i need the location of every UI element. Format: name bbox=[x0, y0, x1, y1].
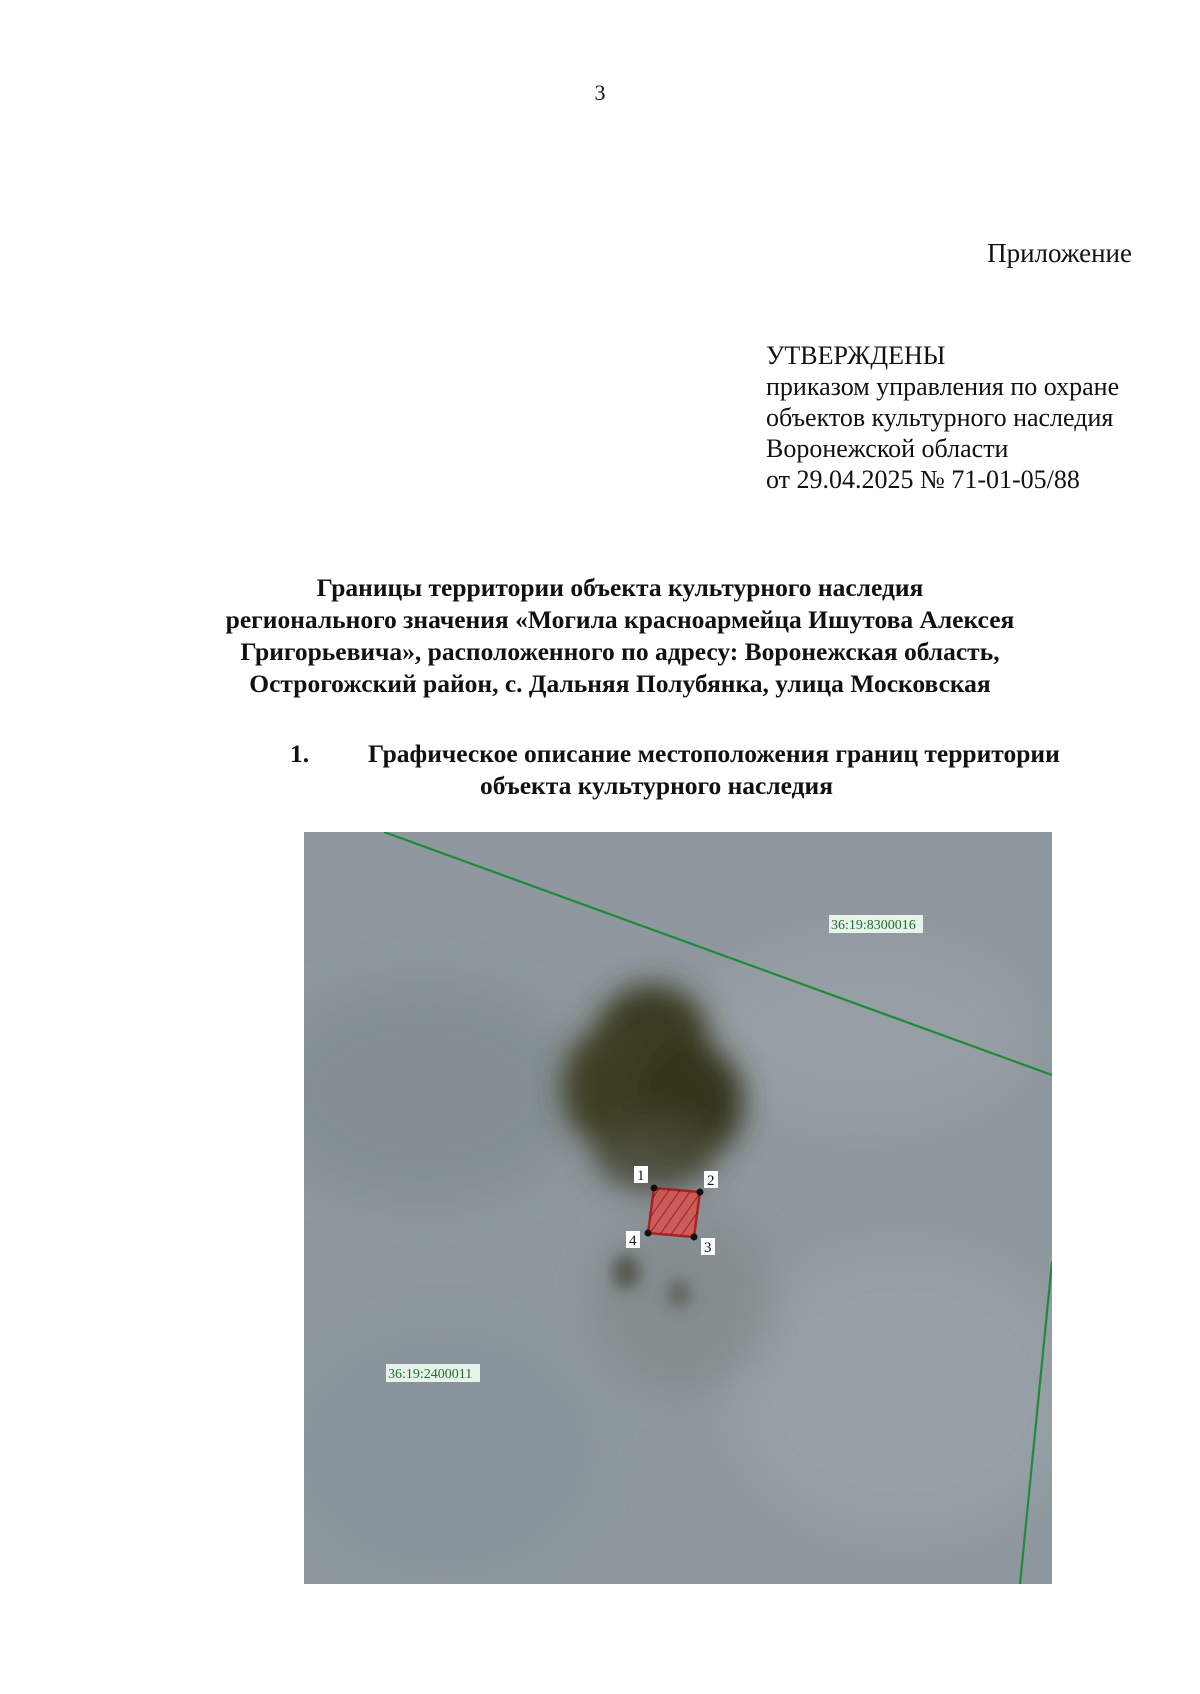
point-label bbox=[634, 1166, 648, 1184]
boundary-point bbox=[697, 1189, 704, 1196]
section-title-line: объекта культурного наследия bbox=[480, 771, 834, 800]
territory-hatching bbox=[648, 1188, 700, 1237]
point-label bbox=[704, 1171, 718, 1189]
point-label bbox=[626, 1231, 640, 1249]
section-number: 1. bbox=[290, 739, 310, 768]
point-label bbox=[701, 1238, 715, 1256]
approval-block bbox=[766, 340, 1119, 495]
title-line: Острогожский район, с. Дальняя Полубянка, улица Московская bbox=[249, 669, 991, 698]
point-label-text: 3 bbox=[704, 1240, 712, 1256]
boundary-point bbox=[691, 1234, 698, 1241]
appendix-label: Приложение bbox=[987, 238, 1132, 268]
approval-line: Воронежской области bbox=[766, 434, 1009, 463]
boundary-map bbox=[304, 832, 1052, 1584]
title-line: регионального значения «Могила красноармейца Ишутова Алексея bbox=[225, 605, 1015, 634]
approval-heading: УТВЕРЖДЕНЫ bbox=[766, 341, 946, 370]
parcel-label bbox=[829, 915, 923, 933]
point-label-text: 1 bbox=[637, 1168, 645, 1184]
document-title bbox=[180, 572, 1060, 700]
point-label-text: 4 bbox=[629, 1233, 637, 1249]
approval-line: объектов культурного наследия bbox=[766, 403, 1114, 432]
parcel-label-text: 36:19:8300016 bbox=[831, 918, 916, 933]
title-line: Границы территории объекта культурного наследия bbox=[316, 573, 924, 602]
title-line: Григорьевича», расположенного по адресу: Воронежская область, bbox=[240, 637, 1000, 666]
approval-line: приказом управления по охране bbox=[766, 372, 1120, 401]
parcel-label bbox=[386, 1364, 480, 1382]
page-number: 3 bbox=[594, 80, 606, 105]
section-title-line: Графическое описание местоположения границ территории bbox=[368, 739, 1060, 768]
boundary-point bbox=[651, 1185, 658, 1192]
approval-date-line: от 29.04.2025 № 71-01-05/88 bbox=[766, 465, 1080, 494]
boundary-point bbox=[645, 1230, 652, 1237]
parcel-label-text: 36:19:2400011 bbox=[388, 1367, 473, 1382]
point-label-text: 2 bbox=[707, 1173, 715, 1189]
